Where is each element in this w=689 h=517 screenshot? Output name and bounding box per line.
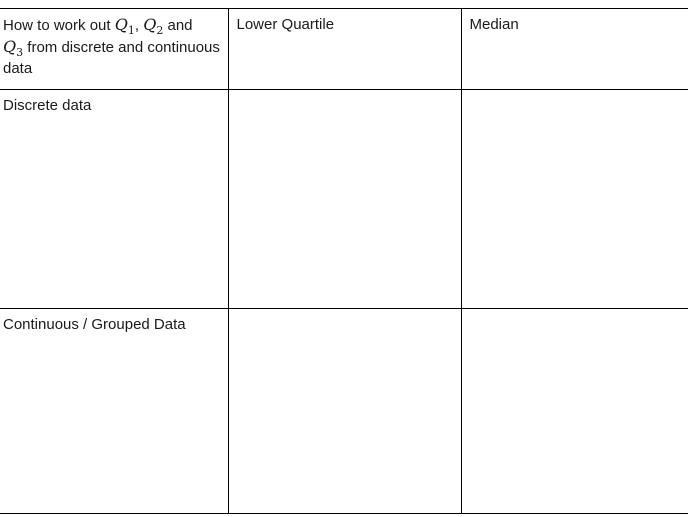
- q3-symbol: $Q_3$: [3, 37, 24, 60]
- median-header: Median: [461, 9, 688, 90]
- discrete-lower-quartile-answer-cell[interactable]: [228, 90, 461, 309]
- discrete-data-label: Discrete data: [0, 90, 228, 309]
- question-comma: ,: [134, 17, 144, 34]
- table-header-row: [0, 9, 688, 90]
- question-header-cell: [0, 9, 228, 90]
- question-suffix: from discrete and continuous data: [3, 39, 220, 77]
- table-row: [0, 309, 688, 514]
- discrete-median-answer-cell[interactable]: [461, 90, 688, 309]
- quartiles-worksheet-table: [0, 8, 688, 514]
- question-prefix: How to work out: [3, 17, 115, 34]
- lower-quartile-header: Lower Quartile: [228, 9, 461, 90]
- continuous-lower-quartile-answer-cell[interactable]: [228, 309, 461, 514]
- continuous-data-label: Continuous / Grouped Data: [0, 309, 228, 514]
- continuous-median-answer-cell[interactable]: [461, 309, 688, 514]
- table-row: [0, 90, 688, 309]
- q2-symbol: $Q_2$: [143, 15, 164, 38]
- question-and: and: [163, 17, 193, 34]
- q1-symbol: $Q_1$: [114, 15, 135, 38]
